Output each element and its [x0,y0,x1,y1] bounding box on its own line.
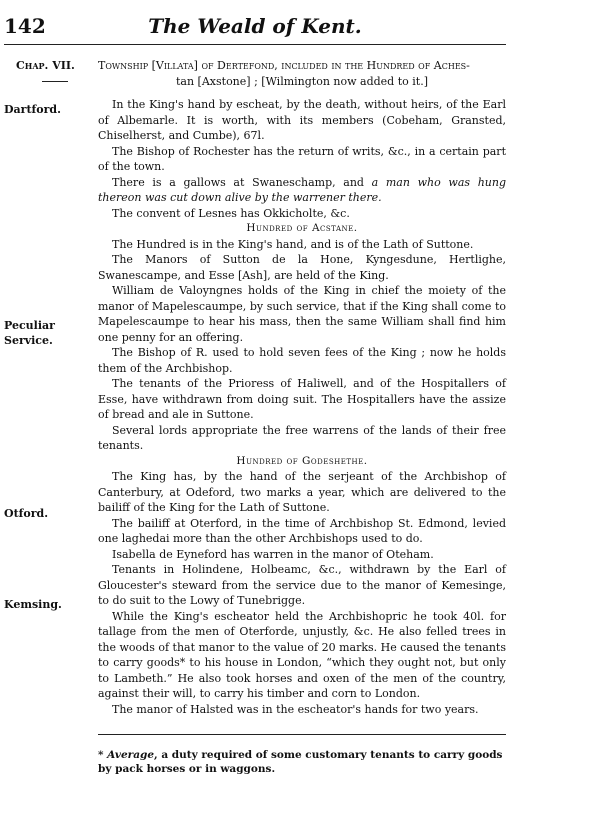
footnote [98,748,506,776]
paragraph: Several lords appropriate the free warrens of the lands of their free tenants. [98,423,506,452]
footnote-rule [98,734,506,735]
margin-note-peculiar-line2: Service. [4,334,53,347]
paragraph: The bailiff at Oterford, in the time of Archbishop St. Edmond, levied one laghedai more than the other Archbishops used to do. [98,516,506,545]
paragraph: The Manors of Sutton de la Hone, Kyngesdune, Hertlighe, Swanescampe, and Esse [Ash], are held of the King. [98,253,506,282]
paragraph: The King has, by the hand of the serjeant of the Archbishop of Canterbury, at Odeford, two marks a year, which are delivered to the bailiff of the King for the Lath of Suttone. [98,470,506,514]
section-heading-godeshethe: Hundred of Godeshethe. [236,454,368,467]
paragraph: William de Valoyngnes holds of the King in chief the moiety of the manor of Mapelescaumpe, by such service, that if the King shall come to Mapelescaumpe to hear his mass, then the same William shall find him one penny for an offering. [98,284,506,344]
margin-note-dartford: Dartford. [4,103,61,116]
section-title-line2: tan [Axstone] ; [Wilmington now added to it.] [176,74,428,88]
footnote-term: Average [107,749,155,761]
paragraph: In the King's hand by escheat, by the death, without heirs, of the Earl of Albemarle. It is worth, with its members (Cobeham, Gransted, Chiselherst, and Cumbe), 67l. [98,98,506,142]
running-title: The Weald of Kent. [148,14,362,38]
paragraph: Tenants in Holindene, Holbeamc, &c., withdrawn by the Earl of Gloucester's steward from the service due to the manor of Kemesinge, to do suit to the Lowy of Tunebrigge. [98,563,506,607]
paragraph: While the King's escheator held the Archbishopric he took 40l. for tallage from the men of Oterforde, unjustly, &c. He also felled trees in the woods of that manor to the value of 20 marks. He caused the tenants to carry goods* to his house in London, “which they ought not, but only to Lambeth.” He also took horses and oxen of the men of the country, against their will, to carry his timber and corn to London. [98,609,506,700]
paragraph: Isabella de Eyneford has warren in the manor of Oteham. [112,547,434,561]
margin-note-peculiar-line1: Peculiar [4,319,55,332]
chapter-dash [42,81,68,82]
section-title-line1: Township [Villata] of Dertefond, included in the Hundred of Aches- [98,59,470,72]
paragraph: The Hundred is in the King's hand, and is of the Lath of Suttone. [112,237,474,251]
paragraph: The tenants of the Prioress of Haliwell, and of the Hospitallers of Esse, have withdrawn from doing suit. The Hospitallers have the assize of bread and ale in Suttone. [98,377,506,421]
paragraph: The convent of Lesnes has Okkicholte, &c. [112,206,350,220]
page-number: 142 [4,14,46,38]
margin-note-otford: Otford. [4,507,49,520]
footnote-marker: * [98,749,108,761]
paragraph: The manor of Halsted was in the escheator's hands for two years. [112,702,479,716]
page-header [4,14,506,42]
footnote-text: , a duty required of some customary tenants to carry goods by pack horses or in waggons. [98,749,503,775]
paragraph: The Bishop of R. used to hold seven fees of the King ; now he holds them of the Archbishop. [98,346,506,375]
main-text [98,58,506,717]
italic-text: a man who was hung thereon was cut down alive by the warrener there. [98,175,506,204]
paragraph-gallows [98,175,506,206]
margin-note-peculiar [4,318,84,348]
margin-note-kemsing: Kemsing. [4,598,62,611]
chapter-label: Chap. VII. [16,59,75,72]
paragraph: The Bishop of Rochester has the return of writs, &c., in a certain part of the town. [98,144,506,173]
paragraph-text: There is a gallows at Swaneschamp, and [112,175,372,189]
section-heading-acstane: Hundred of Acstane. [246,222,358,234]
header-rule [4,44,506,45]
